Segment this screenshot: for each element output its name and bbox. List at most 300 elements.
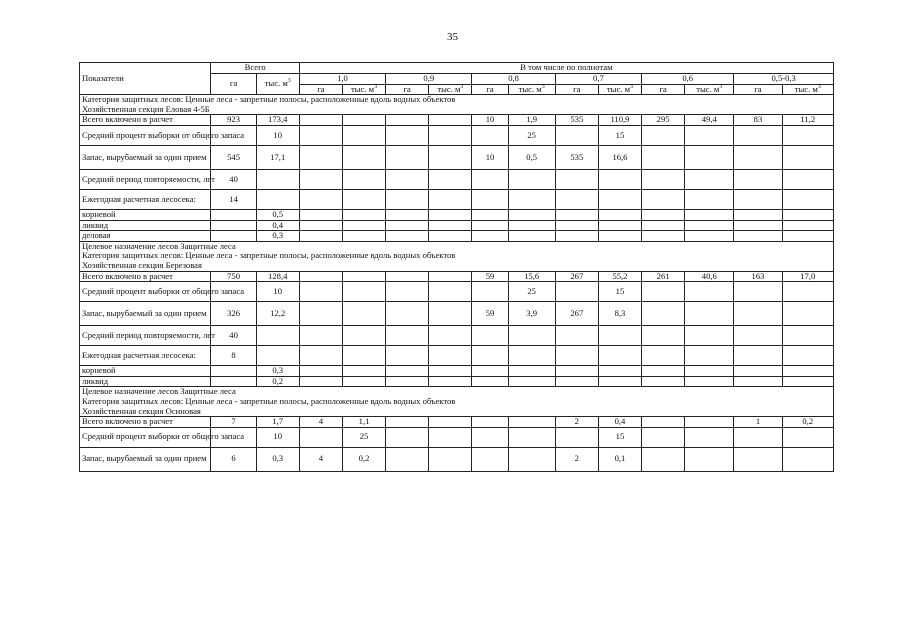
- table-cell: [472, 366, 508, 377]
- table-cell: [642, 231, 685, 242]
- table-row: [80, 115, 834, 126]
- table-cell: [342, 145, 385, 169]
- table-cell: [598, 326, 641, 346]
- table-cell: [299, 302, 342, 326]
- table-cell: [386, 125, 429, 145]
- section-header-row: [80, 387, 834, 417]
- table-cell: 267: [555, 271, 598, 282]
- table-header: [80, 63, 834, 95]
- table-cell: 15,6: [508, 271, 555, 282]
- section-header-line: Категория защитных лесов: Ценные леса - запретные полосы, расположенные вдоль водных объектов: [82, 250, 456, 261]
- table-cell: [508, 447, 555, 471]
- row-label: Всего включено в расчет: [80, 115, 211, 126]
- table-cell: 267: [555, 302, 598, 326]
- table-cell: [472, 220, 508, 231]
- header-total-ha: га: [211, 74, 256, 95]
- table-cell: [342, 271, 385, 282]
- table-cell: 7: [211, 417, 256, 428]
- table-cell: [685, 326, 734, 346]
- table-cell: 15: [598, 427, 641, 447]
- table-cell: 8: [211, 346, 256, 366]
- table-cell: [299, 125, 342, 145]
- table-cell: [508, 189, 555, 209]
- table-cell: [555, 282, 598, 302]
- table-cell: [508, 326, 555, 346]
- table-row: [80, 282, 834, 302]
- table-cell: [299, 169, 342, 189]
- table-cell: 10: [472, 115, 508, 126]
- unit-ha: га: [555, 84, 598, 95]
- table-cell: 0,2: [782, 417, 833, 428]
- table-cell: [782, 376, 833, 387]
- table-cell: [598, 220, 641, 231]
- table-cell: [299, 145, 342, 169]
- table-cell: [734, 231, 782, 242]
- table-cell: [782, 145, 833, 169]
- section-header-line: Категория защитных лесов: Ценные леса - запретные полосы, расположенные вдоль водных объектов: [82, 395, 456, 406]
- table-row: [80, 209, 834, 220]
- table-row: [80, 447, 834, 471]
- row-label: ликвид: [80, 376, 211, 387]
- table-cell: [386, 145, 429, 169]
- table-cell: 261: [642, 271, 685, 282]
- table-cell: 59: [472, 302, 508, 326]
- table-cell: [782, 189, 833, 209]
- table-cell: [472, 282, 508, 302]
- table-cell: [642, 169, 685, 189]
- allowable-cut-table: [79, 62, 834, 472]
- row-label: корневой: [80, 366, 211, 377]
- table-cell: [508, 346, 555, 366]
- table-cell: [782, 220, 833, 231]
- table-cell: [555, 189, 598, 209]
- table-cell: [386, 271, 429, 282]
- table-cell: [386, 282, 429, 302]
- table-cell: 0,1: [598, 447, 641, 471]
- table-cell: 55,2: [598, 271, 641, 282]
- table-cell: 4: [299, 417, 342, 428]
- table-cell: 535: [555, 115, 598, 126]
- table-cell: 10: [472, 145, 508, 169]
- table-cell: [508, 366, 555, 377]
- table-cell: [342, 376, 385, 387]
- table-cell: 12,2: [256, 302, 299, 326]
- table-cell: [342, 282, 385, 302]
- table-cell: [508, 427, 555, 447]
- table-cell: [429, 346, 472, 366]
- table-cell: [555, 220, 598, 231]
- table-cell: 10: [256, 427, 299, 447]
- table-cell: 1,7: [256, 417, 299, 428]
- section-header: [80, 387, 834, 417]
- row-label: ликвид: [80, 220, 211, 231]
- table-cell: [734, 189, 782, 209]
- row-label: Средний процент выборки от общего запаса: [80, 282, 211, 302]
- table-cell: [642, 326, 685, 346]
- table-cell: 1,9: [508, 115, 555, 126]
- table-cell: [685, 302, 734, 326]
- table-cell: [642, 220, 685, 231]
- table-cell: [598, 231, 641, 242]
- table-body: [80, 95, 834, 472]
- table-cell: [429, 271, 472, 282]
- table-cell: [685, 125, 734, 145]
- table-cell: [734, 209, 782, 220]
- table-cell: [211, 220, 256, 231]
- table-cell: [782, 231, 833, 242]
- table-cell: 0,5: [256, 209, 299, 220]
- table-cell: [508, 376, 555, 387]
- table-cell: [555, 346, 598, 366]
- table-cell: [508, 417, 555, 428]
- table-cell: [386, 376, 429, 387]
- section-header-line: Хозяйственная секция Осиновая: [82, 405, 201, 416]
- table-cell: [734, 346, 782, 366]
- table-cell: [299, 346, 342, 366]
- table-cell: [685, 145, 734, 169]
- table-cell: [685, 376, 734, 387]
- table-cell: [734, 145, 782, 169]
- header-density-1: 1,0: [299, 74, 385, 85]
- row-label: Всего включено в расчет: [80, 417, 211, 428]
- table-cell: [386, 302, 429, 326]
- table-cell: 17,0: [782, 271, 833, 282]
- table-cell: 0,5: [508, 145, 555, 169]
- table-cell: [782, 209, 833, 220]
- table-cell: 535: [555, 145, 598, 169]
- table-cell: [472, 376, 508, 387]
- table-cell: [782, 447, 833, 471]
- table-cell: [429, 376, 472, 387]
- table-cell: [472, 209, 508, 220]
- table-cell: 11,2: [782, 115, 833, 126]
- table-cell: [386, 346, 429, 366]
- table-cell: [386, 209, 429, 220]
- table-cell: [299, 115, 342, 126]
- table-cell: 25: [508, 125, 555, 145]
- table-cell: [299, 209, 342, 220]
- table-cell: [734, 169, 782, 189]
- unit-volume: тыс. $м^3$: [429, 84, 472, 95]
- table-cell: 15: [598, 282, 641, 302]
- table-cell: 15: [598, 125, 641, 145]
- table-cell: [734, 326, 782, 346]
- table-row: [80, 417, 834, 428]
- header-density-5: 0,6: [642, 74, 734, 85]
- table-cell: [429, 189, 472, 209]
- section-header-line: Целевое назначение лесов Защитные леса: [82, 240, 236, 251]
- table-cell: 6: [211, 447, 256, 471]
- table-cell: 0,3: [256, 447, 299, 471]
- table-cell: 83: [734, 115, 782, 126]
- table-cell: [734, 376, 782, 387]
- row-label: Запас, вырубаемый за один прием: [80, 145, 211, 169]
- section-header-row: [80, 241, 834, 271]
- table-cell: [642, 209, 685, 220]
- table-cell: [299, 189, 342, 209]
- table-cell: [642, 346, 685, 366]
- table-cell: [685, 169, 734, 189]
- table-cell: [472, 231, 508, 242]
- table-cell: [642, 145, 685, 169]
- table-cell: [342, 115, 385, 126]
- table-cell: 163: [734, 271, 782, 282]
- table-cell: [342, 302, 385, 326]
- table-cell: 40: [211, 169, 256, 189]
- table-cell: [782, 169, 833, 189]
- table-cell: [472, 427, 508, 447]
- table-cell: [782, 326, 833, 346]
- table-cell: 10: [256, 125, 299, 145]
- table-cell: [555, 209, 598, 220]
- table-cell: [256, 346, 299, 366]
- table-row: [80, 271, 834, 282]
- table-cell: 0,3: [256, 231, 299, 242]
- table-cell: 326: [211, 302, 256, 326]
- table-cell: [211, 376, 256, 387]
- table-cell: 10: [256, 282, 299, 302]
- table-cell: [685, 447, 734, 471]
- unit-ha: га: [734, 84, 782, 95]
- row-label: Средний период повторяемости, лет: [80, 326, 211, 346]
- table-cell: 1: [734, 417, 782, 428]
- table-cell: [386, 427, 429, 447]
- table-cell: [734, 447, 782, 471]
- table-cell: 545: [211, 145, 256, 169]
- table-cell: 750: [211, 271, 256, 282]
- table-cell: [299, 282, 342, 302]
- row-label: Средний процент выборки от общего запаса: [80, 427, 211, 447]
- table-row: [80, 169, 834, 189]
- table-cell: [386, 366, 429, 377]
- table-cell: [555, 366, 598, 377]
- table-cell: 17,1: [256, 145, 299, 169]
- unit-volume: тыс. $м^3$: [508, 84, 555, 95]
- table-row: [80, 427, 834, 447]
- table-cell: [734, 366, 782, 377]
- table-cell: 0,3: [256, 366, 299, 377]
- row-label: Средний период повторяемости, лет: [80, 169, 211, 189]
- header-density-2: 0,9: [386, 74, 472, 85]
- table-row: [80, 326, 834, 346]
- table-cell: [685, 417, 734, 428]
- table-row: [80, 366, 834, 377]
- section-header-line: Хозяйственная секция Березовая: [82, 259, 202, 270]
- table-cell: [386, 447, 429, 471]
- table-cell: 2: [555, 417, 598, 428]
- table-cell: [555, 427, 598, 447]
- table-cell: [256, 169, 299, 189]
- table-cell: [472, 346, 508, 366]
- table-cell: 40: [211, 326, 256, 346]
- table-cell: 110,9: [598, 115, 641, 126]
- table-cell: 4: [299, 447, 342, 471]
- table-cell: [734, 220, 782, 231]
- table-cell: [685, 427, 734, 447]
- row-label: Запас, вырубаемый за один прием: [80, 302, 211, 326]
- table-cell: [472, 169, 508, 189]
- table-cell: [508, 231, 555, 242]
- table-cell: 25: [342, 427, 385, 447]
- table-cell: [472, 125, 508, 145]
- table-cell: [342, 220, 385, 231]
- table-cell: 0,4: [256, 220, 299, 231]
- table-cell: [429, 326, 472, 346]
- row-label: Ежегодная расчетная лесосека:: [80, 189, 211, 209]
- table-row: [80, 220, 834, 231]
- page-number: 35: [447, 31, 458, 43]
- table-cell: [386, 231, 429, 242]
- table-cell: [642, 427, 685, 447]
- table-cell: [429, 302, 472, 326]
- row-label: корневой: [80, 209, 211, 220]
- table-cell: [598, 376, 641, 387]
- section-header-line: Категория защитных лесов: Ценные леса - запретные полосы, расположенные вдоль водных объектов: [82, 94, 456, 105]
- table-row: [80, 376, 834, 387]
- table-cell: [555, 231, 598, 242]
- table-cell: [598, 209, 641, 220]
- header-density-6: 0,5-0,3: [734, 74, 834, 85]
- table-cell: [642, 447, 685, 471]
- table-cell: [299, 427, 342, 447]
- table-cell: 40,6: [685, 271, 734, 282]
- table-cell: [472, 326, 508, 346]
- table-cell: 1,1: [342, 417, 385, 428]
- table-row: [80, 302, 834, 326]
- table-cell: 8,3: [598, 302, 641, 326]
- table-cell: [299, 376, 342, 387]
- table-cell: [386, 220, 429, 231]
- table-cell: 0,2: [256, 376, 299, 387]
- table-cell: [342, 346, 385, 366]
- table-cell: [211, 231, 256, 242]
- table-cell: [598, 346, 641, 366]
- table-cell: [211, 366, 256, 377]
- table-cell: 295: [642, 115, 685, 126]
- table-cell: [782, 366, 833, 377]
- table-cell: [734, 302, 782, 326]
- table-cell: [472, 189, 508, 209]
- header-total-volume: тыс. $м^3$: [256, 74, 299, 95]
- table-cell: 59: [472, 271, 508, 282]
- unit-volume: тыс. $м^3$: [782, 84, 833, 95]
- table-cell: [299, 326, 342, 346]
- table-cell: [299, 231, 342, 242]
- section-header: [80, 241, 834, 271]
- table-cell: [342, 125, 385, 145]
- table-cell: [685, 346, 734, 366]
- table-cell: [299, 271, 342, 282]
- table-cell: [642, 302, 685, 326]
- header-density-3: 0,8: [472, 74, 555, 85]
- table-cell: [642, 376, 685, 387]
- table-cell: 0,2: [342, 447, 385, 471]
- table-cell: [342, 366, 385, 377]
- table-row: [80, 189, 834, 209]
- unit-ha: га: [642, 84, 685, 95]
- section-header: [80, 95, 834, 115]
- table-cell: [685, 220, 734, 231]
- table-cell: [685, 366, 734, 377]
- unit-volume: тыс. $м^3$: [685, 84, 734, 95]
- table-row: [80, 125, 834, 145]
- table-cell: 14: [211, 189, 256, 209]
- table-cell: [429, 209, 472, 220]
- table-cell: [555, 376, 598, 387]
- table-cell: [299, 366, 342, 377]
- table-cell: [386, 115, 429, 126]
- table-cell: 25: [508, 282, 555, 302]
- table-cell: [429, 366, 472, 377]
- table-cell: [734, 282, 782, 302]
- table-cell: [342, 169, 385, 189]
- section-header-row: [80, 95, 834, 115]
- table-cell: [386, 169, 429, 189]
- unit-volume: тыс. $м^3$: [342, 84, 385, 95]
- table-cell: [472, 417, 508, 428]
- table-cell: 49,4: [685, 115, 734, 126]
- table-cell: [386, 189, 429, 209]
- table-cell: [508, 169, 555, 189]
- table-cell: 923: [211, 115, 256, 126]
- table-cell: [429, 125, 472, 145]
- table-cell: [386, 326, 429, 346]
- table-cell: [598, 366, 641, 377]
- section-header-line: Хозяйственная секция Еловая 4-5Б: [82, 103, 210, 114]
- table-cell: [256, 189, 299, 209]
- table-cell: [685, 282, 734, 302]
- table-cell: 16,6: [598, 145, 641, 169]
- table-row: [80, 145, 834, 169]
- table-cell: [429, 282, 472, 302]
- header-density-4: 0,7: [555, 74, 641, 85]
- table-cell: [642, 189, 685, 209]
- table-cell: [642, 125, 685, 145]
- header-indicators: Показатели: [80, 63, 211, 95]
- table-cell: [555, 169, 598, 189]
- table-cell: [429, 231, 472, 242]
- table-cell: [642, 282, 685, 302]
- row-label: Средний процент выборки от общего запаса: [80, 125, 211, 145]
- table-cell: [386, 417, 429, 428]
- table-cell: [782, 427, 833, 447]
- row-label: Ежегодная расчетная лесосека:: [80, 346, 211, 366]
- unit-ha: га: [472, 84, 508, 95]
- table-cell: 3,9: [508, 302, 555, 326]
- table-cell: [782, 282, 833, 302]
- table-cell: [555, 326, 598, 346]
- table-cell: [299, 220, 342, 231]
- table-cell: 0,4: [598, 417, 641, 428]
- table-cell: [429, 447, 472, 471]
- table-cell: [642, 366, 685, 377]
- section-header-line: Целевое назначение лесов Защитные леса: [82, 386, 236, 397]
- table-cell: [508, 220, 555, 231]
- table-cell: [685, 231, 734, 242]
- table-cell: [429, 145, 472, 169]
- table-cell: [342, 189, 385, 209]
- table-cell: [256, 326, 299, 346]
- table-cell: [429, 220, 472, 231]
- table-cell: [211, 209, 256, 220]
- table-cell: [429, 115, 472, 126]
- table-cell: [734, 427, 782, 447]
- table-cell: 128,4: [256, 271, 299, 282]
- table-cell: [508, 209, 555, 220]
- unit-ha: га: [299, 84, 342, 95]
- table-row: [80, 231, 834, 242]
- row-label: деловая: [80, 231, 211, 242]
